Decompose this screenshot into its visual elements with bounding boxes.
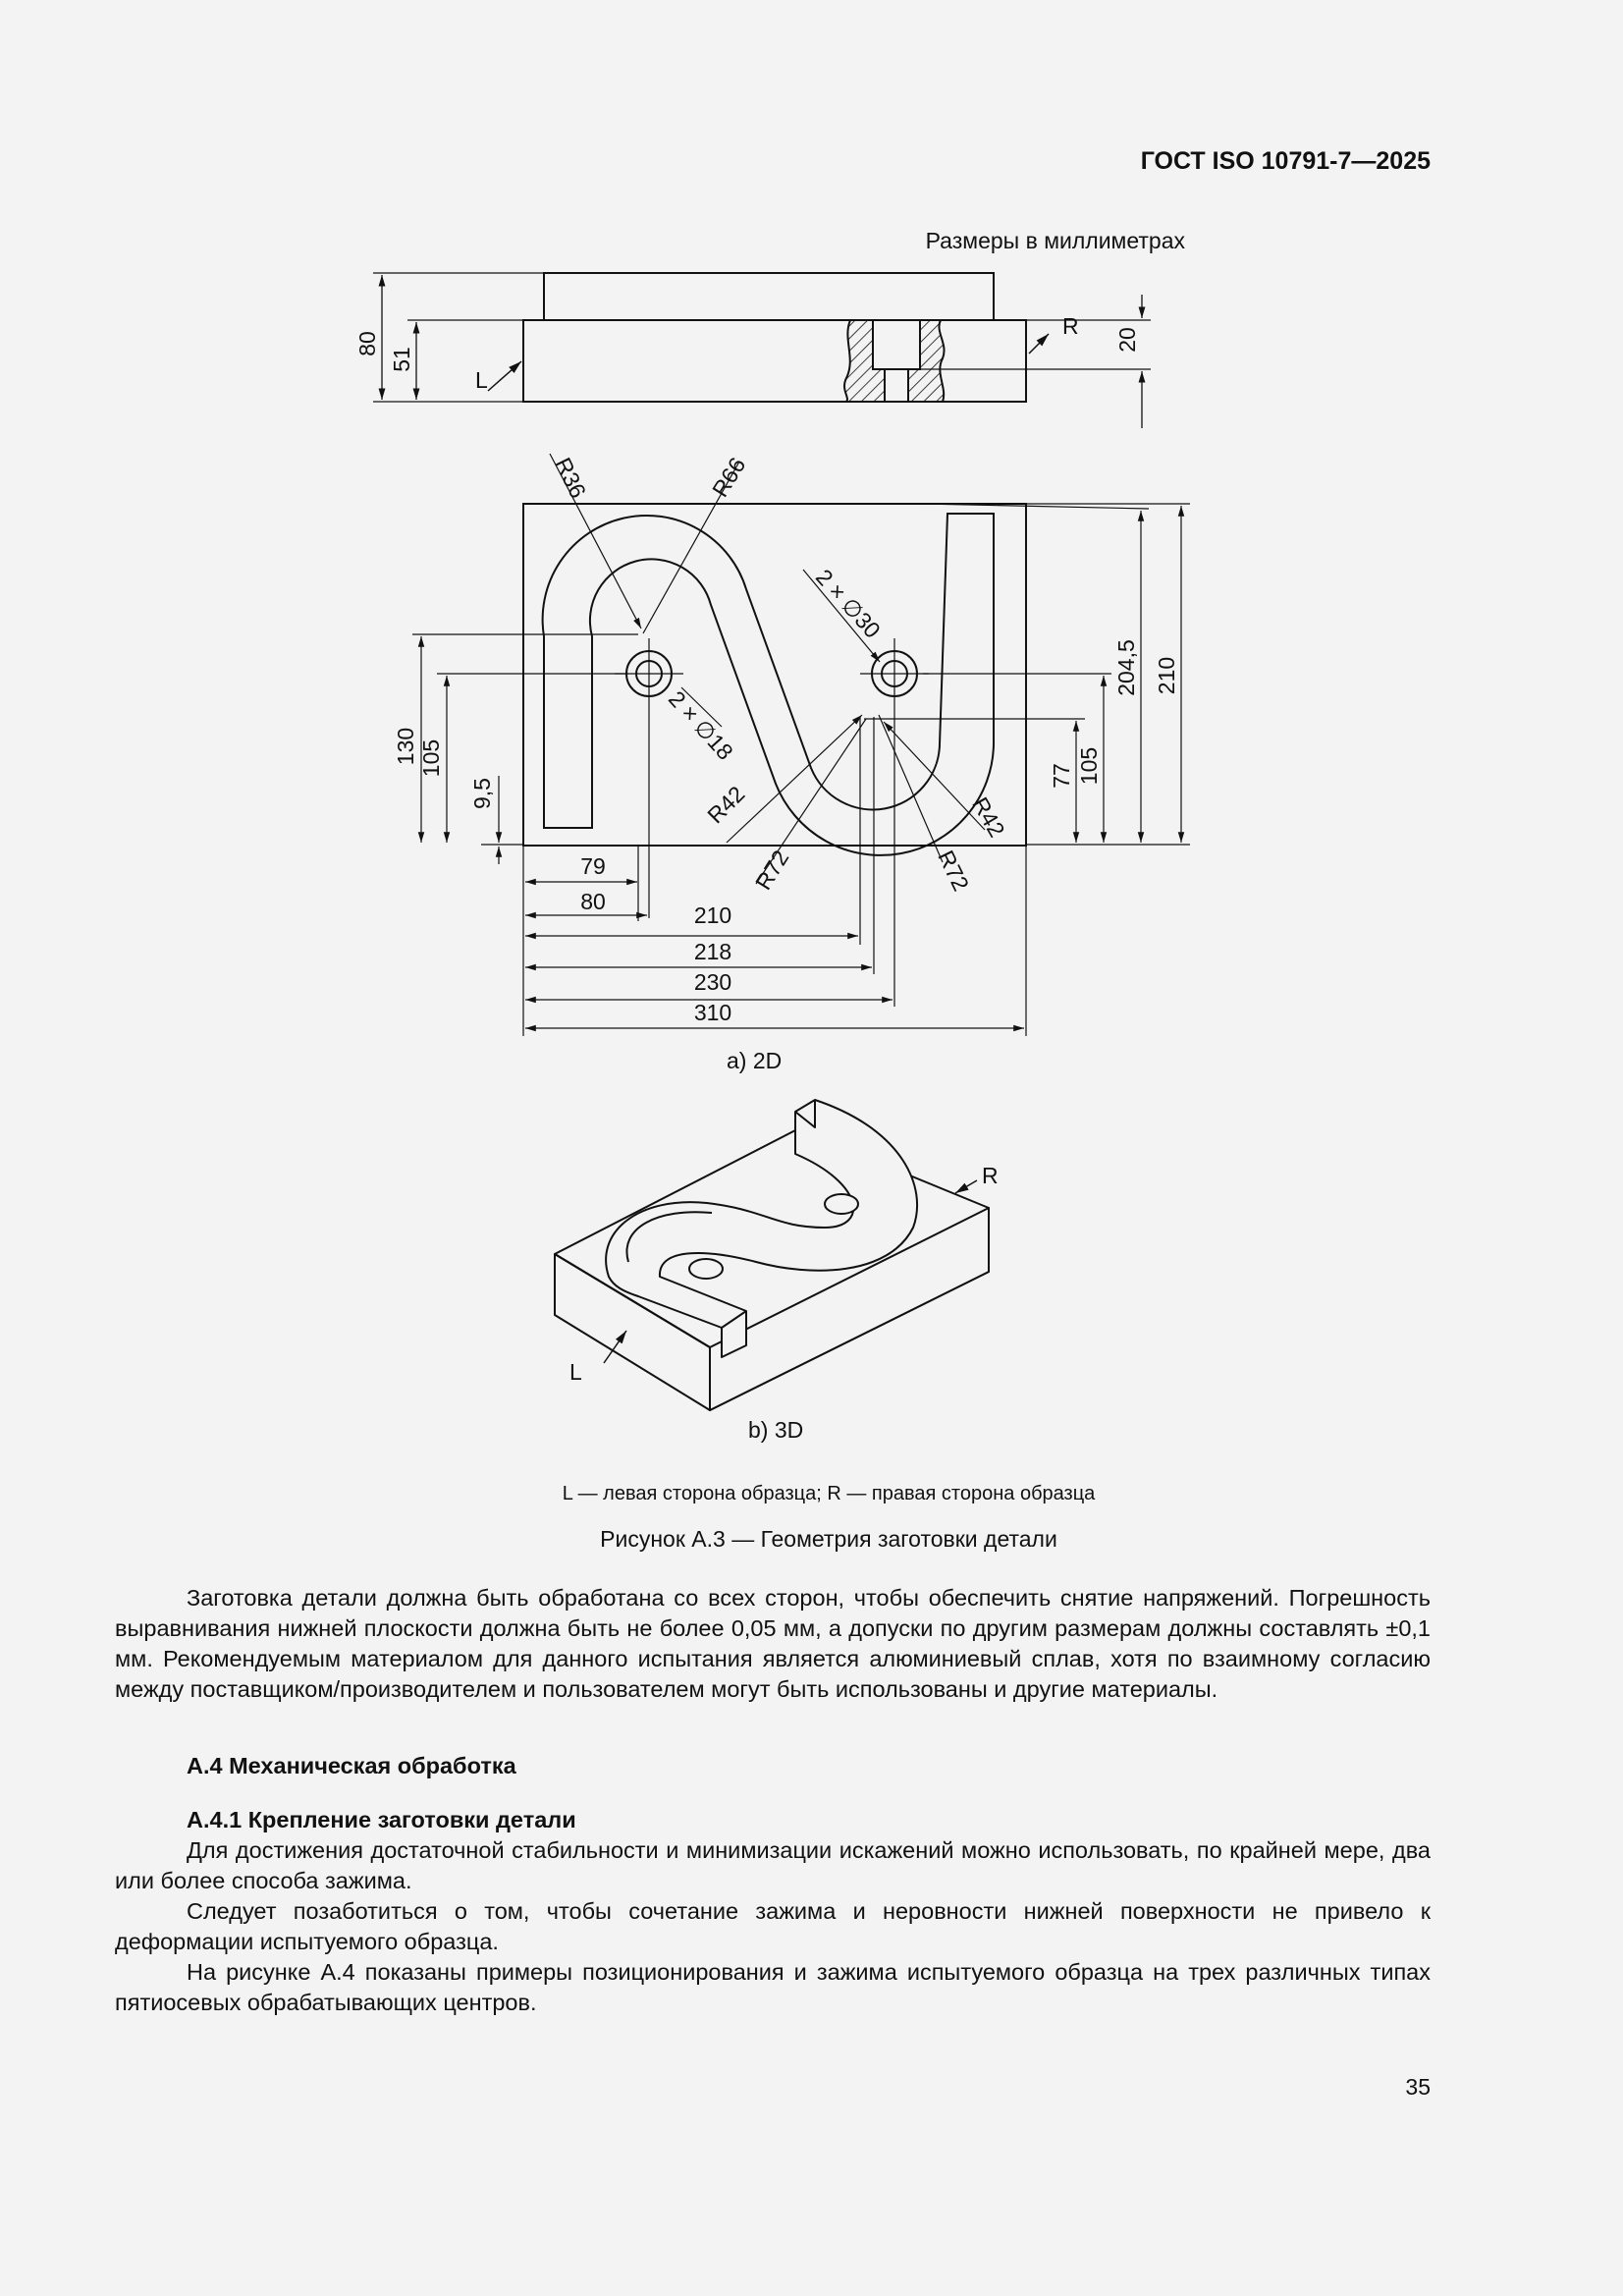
dim-height-base: 51 [389, 347, 414, 372]
body-paragraph-1 [115, 1583, 1431, 1705]
isometric-view [555, 1100, 989, 1410]
caption-2d: a) 2D [727, 1048, 783, 1073]
units-note: Размеры в миллиметрах [925, 228, 1185, 253]
label-hole-30: 2 × ∅30 [810, 564, 886, 643]
dim-130: 130 [393, 727, 418, 766]
dim-hole-depth: 20 [1114, 327, 1140, 353]
paragraph-text: Заготовка детали должна быть обработана со всех сторон, чтобы обеспечить снятие напряжений. Погрешность выравнивания нижней плоскости должна быть не более 0,05 мм, а допуски по другим размерам должны составлять ±0,1 мм. Рекомендуемым материалом для данного испытания является алюминиевый сплав, хотя по взаимному согласию между поставщиком/производителем и пользователем могут быть использованы и другие материалы. [115, 1585, 1431, 1702]
iso-label-r: R [982, 1163, 999, 1188]
dim-79: 79 [580, 853, 606, 879]
label-r66: R66 [707, 452, 751, 502]
figure-title: Рисунок А.3 — Геометрия заготовки детали [600, 1526, 1057, 1552]
label-r72-left: R72 [750, 845, 794, 895]
dim-80: 80 [580, 889, 606, 914]
standard-designation: ГОСТ ISO 10791-7—2025 [1140, 147, 1431, 175]
label-r42-right: R42 [967, 793, 1010, 842]
label-r42-left: R42 [702, 781, 750, 829]
dim-210-right: 210 [1154, 656, 1179, 695]
paragraph-text: Следует позаботиться о том, чтобы сочетание зажима и неровности нижней поверхности не привело к деформации испытуемого образца. [115, 1898, 1431, 1954]
label-r72-right: R72 [933, 846, 975, 896]
dim-210: 210 [693, 902, 732, 928]
dim-77: 77 [1049, 763, 1074, 789]
dim-218: 218 [693, 939, 732, 964]
section-a4 [115, 1751, 1431, 1781]
dim-105-right: 105 [1076, 746, 1102, 786]
dim-9-5: 9,5 [469, 778, 495, 809]
side-view [373, 273, 1151, 428]
plan-view [523, 504, 1026, 855]
caption-3d: b) 3D [748, 1417, 804, 1443]
side-label-r: R [1062, 313, 1079, 339]
dim-204-5: 204,5 [1113, 639, 1139, 696]
dim-height-total: 80 [354, 331, 380, 356]
heading-a41: А.4.1 Крепление заготовки детали [187, 1807, 576, 1832]
figure-legend: L — левая сторона образца; R — правая сторона образца [562, 1483, 1096, 1504]
page-number: 35 [1405, 2074, 1431, 2100]
paragraph-text: На рисунке А.4 показаны примеры позиционирования и зажима испытуемого образца на трех различных типах пятиосевых обрабатывающих центров. [115, 1959, 1431, 2015]
label-r36: R36 [550, 453, 592, 503]
dim-230: 230 [693, 969, 732, 995]
dim-310: 310 [693, 1000, 732, 1025]
section-a41 [115, 1805, 1431, 2018]
heading-a4: А.4 Механическая обработка [187, 1753, 516, 1778]
dim-105-left: 105 [418, 738, 444, 778]
iso-label-l: L [569, 1359, 582, 1385]
label-hole-18: 2 × ∅18 [663, 685, 738, 765]
side-label-l: L [475, 367, 488, 393]
paragraph-text: Для достижения достаточной стабильности и минимизации искажений можно использовать, по крайней мере, два или более способа зажима. [115, 1837, 1431, 1893]
